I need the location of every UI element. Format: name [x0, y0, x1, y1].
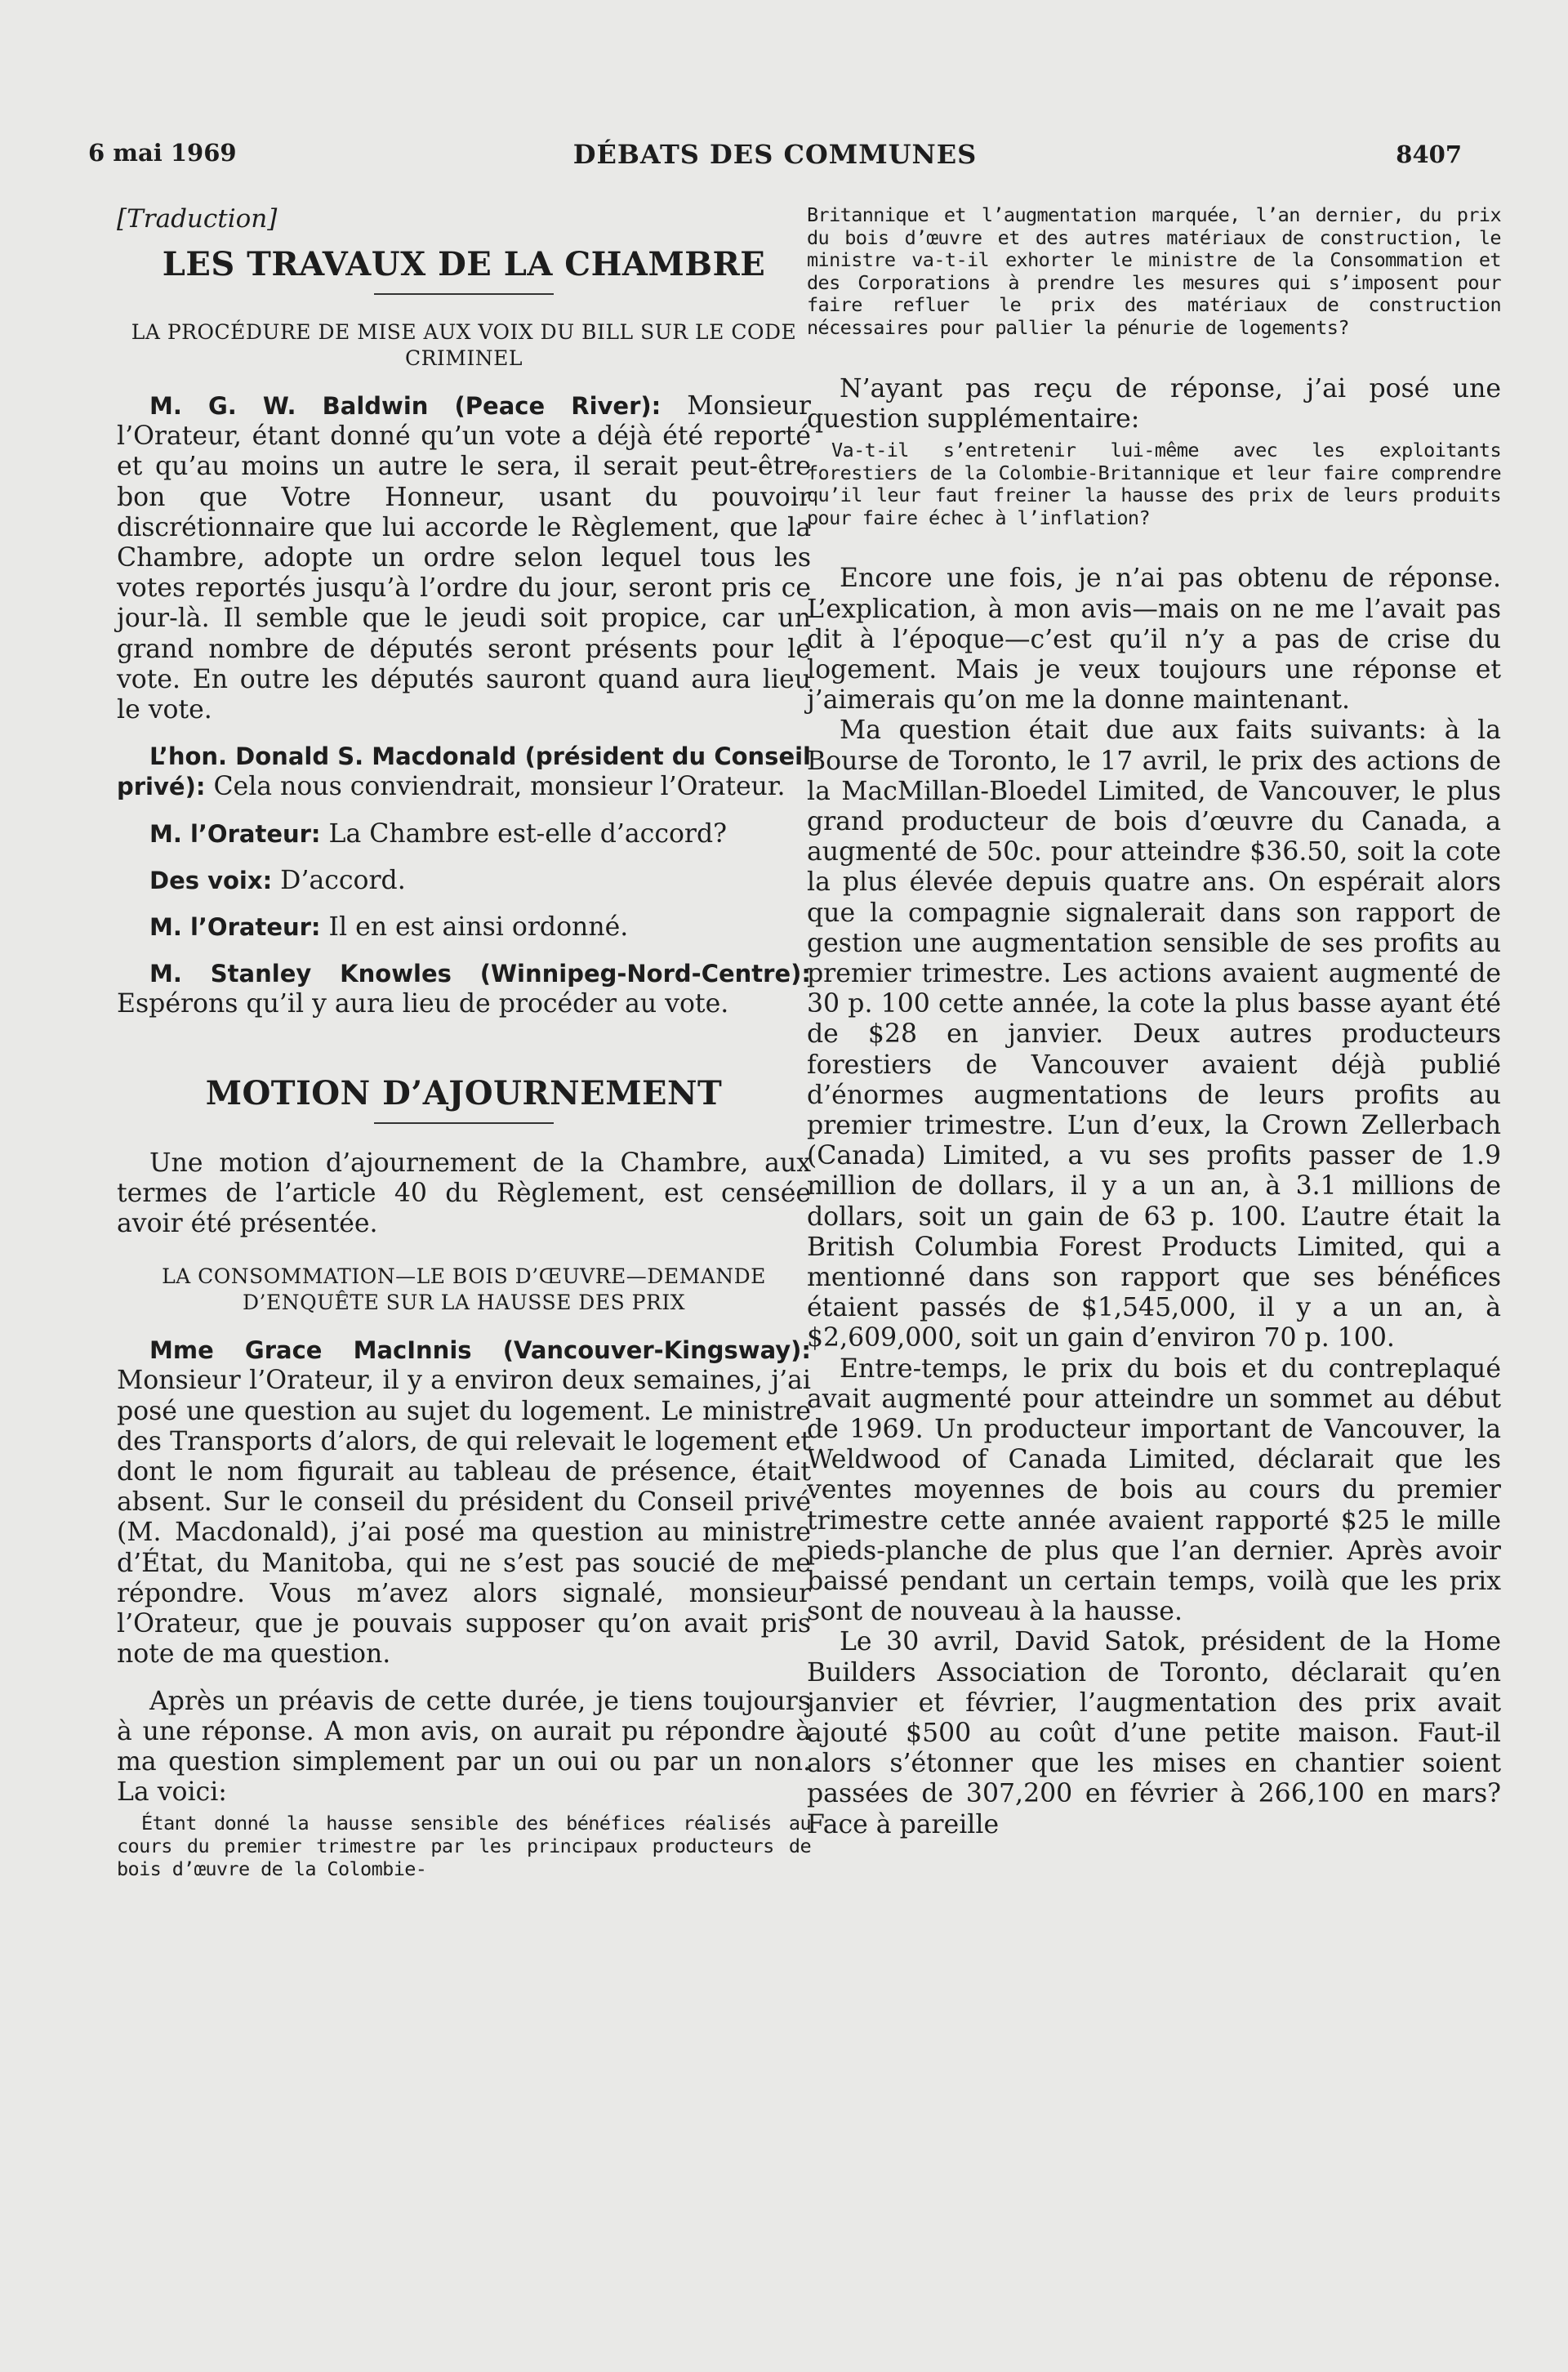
right-column	[807, 204, 1501, 1840]
section-title-travaux: LES TRAVAUX DE LA CHAMBRE	[162, 245, 766, 283]
speaker-orateur-1: M. l’Orateur:	[149, 819, 321, 848]
speaker-macdonald: L’hon. Donald S. Macdonald (président du Conseil privé):	[117, 742, 811, 801]
header-date: 6 mai 1969	[88, 139, 237, 167]
header-title: DÉBATS DES COMMUNES	[572, 139, 978, 170]
text-orateur-2: Il en est ainsi ordonné.	[320, 912, 629, 943]
text-des-voix: D’accord.	[272, 865, 406, 895]
text-baldwin: Monsieur l’Orateur, étant donné qu’un vote a déjà été reporté et qu’au moins un autre le sera, il serait peut-être bon que Votre Honneur, usant du pouvoir discrétionnaire que lui accorde le Règlement, que la Chambre, adopte un ordre selon lequel tous les votes reportés jusqu’à l’ordre du jour, seront pris ce jour-là. Il semble que le jeudi soit propice, car un grand nombre de députés seront présents pour le vote. En outre les députés sauront quand aura lieu le vote.	[117, 391, 811, 725]
speaker-knowles: M. Stanley Knowles (Winnipeg-Nord-Centre):	[149, 960, 811, 988]
paragraph-orateur-1	[117, 819, 811, 849]
paragraph-knowles	[117, 959, 811, 1019]
subhead-procedure: LA PROCÉDURE DE MISE AUX VOIX DU BILL SUR LE CODE CRIMINEL	[131, 320, 797, 370]
quote-supplementary: Va-t-il s’entretenir lui-même avec les exploitants forestiers de la Colombie-Britannique et leur faire comprendre qu’il leur faut freiner la hausse des prix de leurs produits pour faire échec à l’inflation?	[807, 438, 1501, 529]
header-page-number: 8407	[1396, 140, 1462, 168]
paragraph-satok: Le 30 avril, David Satok, président de la Home Builders Association de Toronto, déclarait qu’en janvier et février, l’augmentation des prix avait ajouté $500 au coût d’une petite maison. Faut-il alors s’étonner que les mises en chantier soient passées de 307,200 en février à 266,100 en mars? Face à pareille	[807, 1627, 1501, 1839]
translation-note: [Traduction]	[117, 204, 278, 234]
speaker-des-voix: Des voix:	[149, 866, 273, 894]
text-macinnis: Monsieur l’Orateur, il y a environ deux semaines, j’ai posé une question au sujet du logement. Le ministre des Transports d’alors, de qui relevait le logement et dont le nom figurait au tableau de présence, était absent. Sur le conseil du président du Conseil privé (M. Macdonald), j’ai posé ma question au ministre d’État, du Manitoba, qui ne s’est pas soucié de me répondre. Vous m’avez alors signalé, monsieur l’Orateur, que je pouvais supposer qu’on avait pris note de ma question.	[117, 1366, 811, 1670]
paragraph-supplementaire: N’ayant pas reçu de réponse, j’ai posé une question supplémentaire:	[807, 373, 1501, 434]
subhead-consommation: LA CONSOMMATION—LE BOIS D’ŒUVRE—DEMANDE D’ENQUÊTE SUR LA HAUSSE DES PRIX	[162, 1264, 766, 1315]
section-title-ajournement: MOTION D’AJOURNEMENT	[205, 1073, 723, 1112]
paragraph-des-voix	[117, 866, 811, 896]
section-divider	[374, 293, 554, 295]
speaker-macinnis: Mme Grace MacInnis (Vancouver-Kingsway):	[149, 1336, 811, 1365]
text-orateur-1: La Chambre est-elle d’accord?	[320, 818, 728, 849]
paragraph-macdonald	[117, 742, 811, 802]
paragraph-orateur-2	[117, 912, 811, 943]
page-header	[88, 139, 1462, 188]
paragraph-preavis: Après un préavis de cette durée, je tiens toujours à une réponse. A mon avis, on aurait pu répondre à ma question simplement par un oui ou par un non. La voici:	[117, 1686, 811, 1808]
left-column	[117, 204, 811, 1880]
speaker-baldwin: M. G. W. Baldwin (Peace River):	[149, 392, 662, 420]
paragraph-motion: Une motion d’ajournement de la Chambre, aux termes de l’article 40 du Règlement, est censée avoir été présentée.	[117, 1148, 811, 1239]
paragraph-macinnis	[117, 1335, 811, 1670]
text-macdonald: Cela nous conviendrait, monsieur l’Orateur.	[205, 772, 786, 802]
quote-question-end: Britannique et l’augmentation marquée, l’an dernier, du prix du bois d’œuvre et des autres matériaux de construction, le ministre va-t-il exhorter le ministre de la Consommation et des Corporations à prendre les mesures qui s’imposent pour faire refluer le prix des matériaux de construction nécessaires pour pallier la pénurie de logements?	[807, 203, 1501, 339]
paragraph-entre-temps: Entre-temps, le prix du bois et du contreplaqué avait augmenté pour atteindre un sommet au début de 1969. Un producteur important de Vancouver, la Weldwood of Canada Limited, déclarait que les ventes moyennes de bois au cours du premier trimestre cette année avaient rapporté $25 le mille pieds-planche de plus que l’an dernier. Après avoir baissé pendant un certain temps, voilà que les prix sont de nouveau à la hausse.	[807, 1353, 1501, 1627]
paragraph-faits: Ma question était due aux faits suivants: à la Bourse de Toronto, le 17 avril, le prix des actions de la MacMillan-Bloedel Limited, de Vancouver, le plus grand producteur de bois d’œuvre du Canada, a augmenté de 50c. pour atteindre $36.50, soit la cote la plus élevée depuis quatre ans. On espérait alors que la compagnie signalerait dans son rapport de gestion une augmentation sensible de ses profits au premier trimestre. Les actions avaient augmenté de 30 p. 100 cette année, la cote la plus basse ayant été de $28 en janvier. Deux autres producteurs forestiers de Vancouver avaient déjà publié d’énormes augmentations de leurs profits au premier trimestre. L’un d’eux, la Crown Zellerbach (Canada) Limited, a vu ses profits passer de 1.9 million de dollars, il y a un an, à 3.1 millions de dollars, soit un gain de 63 p. 100. L’autre était la British Columbia Forest Products Limited, qui a mentionné dans son rapport que ses bénéfices étaient passés de $1,545,000, il y a un an, à $2,609,000, soit un gain d’environ 70 p. 100.	[807, 716, 1501, 1353]
quote-question-start: Étant donné la hausse sensible des bénéfices réalisés au cours du premier trimestre par les principaux producteurs de bois d’œuvre de la Colombie-	[117, 1812, 811, 1880]
text-knowles: Espérons qu’il y aura lieu de procéder au vote.	[117, 989, 729, 1019]
speaker-orateur-2: M. l’Orateur:	[149, 913, 321, 942]
section-divider-2	[374, 1122, 554, 1124]
paragraph-encore: Encore une fois, je n’ai pas obtenu de réponse. L’explication, à mon avis—mais on ne me l’avait pas dit à l’époque—c’est qu’il n’y a pas de crise du logement. Mais je veux toujours une réponse et j’aimerais qu’on me la donne maintenant.	[807, 564, 1501, 716]
paragraph-baldwin	[117, 391, 811, 725]
